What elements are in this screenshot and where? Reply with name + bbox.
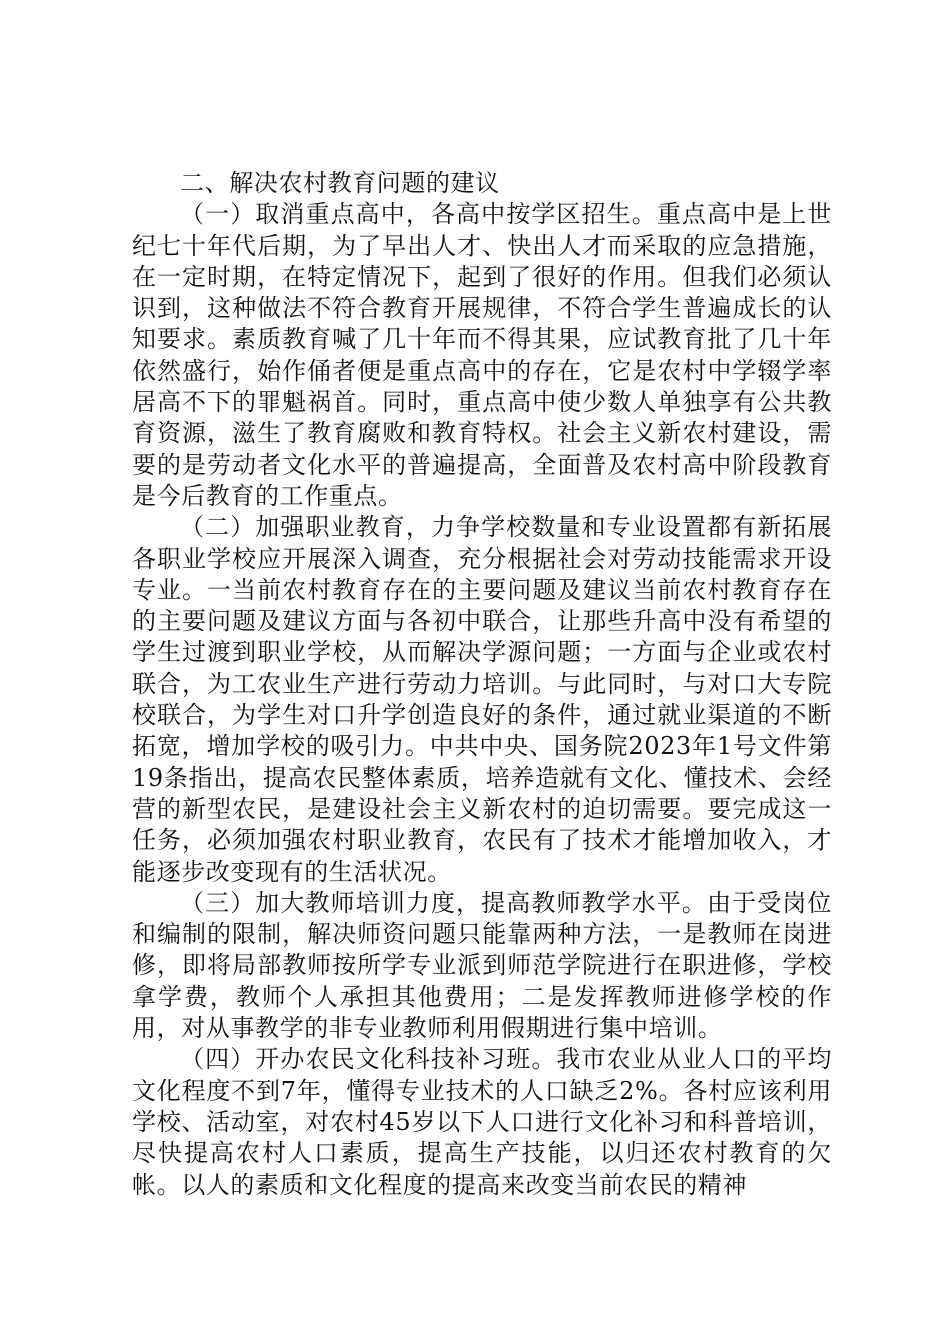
section-heading: 二、解决农村教育问题的建议: [180, 169, 500, 197]
paragraph-4: （四）开办农民文化科技补习班。我市农业从业人口的平均文化程度不到7年，懂得专业技术的人口缺乏2%。各村应该利用学校、活动室，对农村45岁以下人口进行文化补习和科普培训，尽快提高农村人口素质，提高生产技能，以归还农村教育的欠帐。以人的素质和文化程度的提高来改变当前农民的精神: [132, 1045, 832, 1199]
document-body: [132, 168, 832, 1201]
paragraph-2: （二）加强职业教育，力争学校数量和专业设置都有新拓展各职业学校应开展深入调查，充分根据社会对劳动技能需求开设专业。一当前农村教育存在的主要问题及建议当前农村教育存在的主要问题及建议方面与各初中联合，让那些升高中没有希望的学生过渡到职业学校，从而解决学源问题；一方面与企业或农村联合，为工农业生产进行劳动力培训。与此同时，与对口大专院校联合，为学生对口升学创造良好的条件，通过就业渠道的不断拓宽，增加学校的吸引力。中共中央、国务院2023年1号文件第19条指出，提高农民整体素质，培养造就有文化、懂技术、会经营的新型农民，是建设社会主义新农村的迫切需要。要完成这一任务，必须加强农村职业教育，农民有了技术才能增加收入，才能逐步改变现有的生活状况。: [132, 513, 832, 886]
paragraph-3: （三）加大教师培训力度，提高教师教学水平。由于受岗位和编制的限制，解决师资问题只能靠两种方法，一是教师在岗进修，即将局部教师按所学专业派到师范学院进行在职进修，学校拿学费，教师个人承担其他费用；二是发挥教师进修学校的作用，对从事教学的非专业教师利用假期进行集中培训。: [132, 888, 832, 1043]
paragraph-1: （一）取消重点高中，各高中按学区招生。重点高中是上世纪七十年代后期，为了早出人才、快出人才而采取的应急措施，在一定时期，在特定情况下，起到了很好的作用。但我们必须认识到，这种做法不符合教育开展规律，不符合学生普遍成长的认知要求。素质教育喊了几十年而不得其果，应试教育批了几十年依然盛行，始作俑者便是重点高中的存在，它是农村中学辍学率居高不下的罪魁祸首。同时，重点高中使少数人单独享有公共教育资源，滋生了教育腐败和教育特权。社会主义新农村建设，需要的是劳动者文化水平的普遍提高，全面普及农村高中阶段教育是今后教育的工作重点。: [132, 200, 832, 510]
